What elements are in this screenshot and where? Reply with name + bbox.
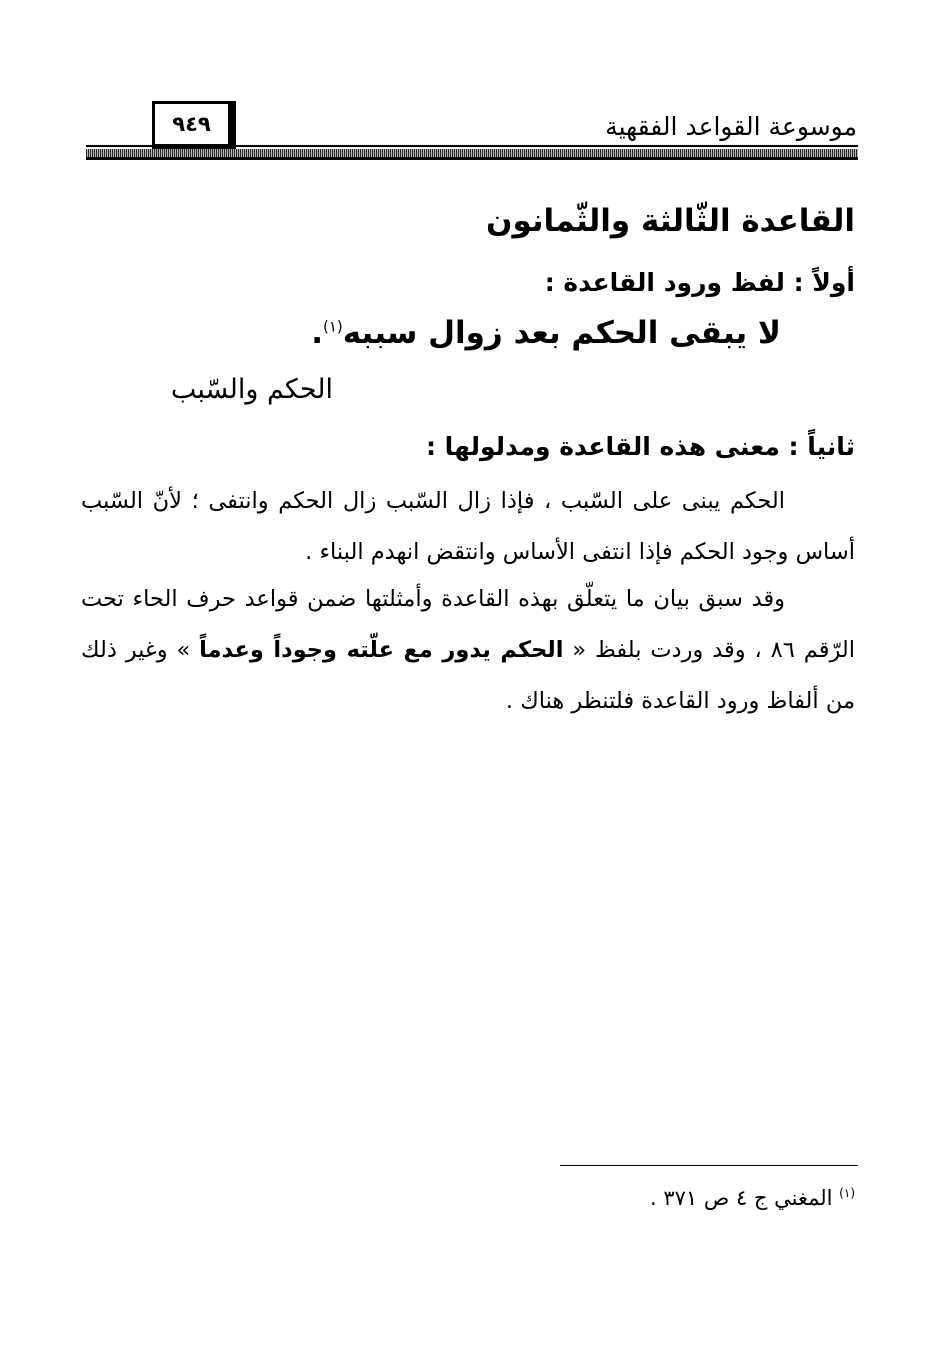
footnote-mark: (١) [839,1186,855,1200]
header-rule-band [86,149,858,157]
header-rule-thick [86,157,858,160]
rule-statement [311,315,781,351]
section-heading-meaning: ثانياً : معنى هذه القاعدة ومدلولها : [425,432,855,461]
paragraph-reference [81,574,855,727]
rule-title: القاعدة الثّالثة والثّمانون [486,203,855,239]
book-title: موسوعة القواعد الفقهية [605,112,857,141]
paragraph-2-end: » وغير ذلك من ألفاظ ورود القاعدة فلتنظر هناك . [81,637,855,714]
rule-statement-end: . [311,315,323,351]
paragraph-meaning [81,476,855,578]
footnote-text: المغني ج ٤ ص ٣٧١ . [649,1186,833,1210]
paragraph-2-bold-rule: الحكم يدور مع علّته وجوداً وعدماً [199,637,564,663]
keywords: الحكم والسّبب [170,374,333,405]
paragraph-1-text: الحكم يبنى على السّبب ، فإذا زال السّبب زال الحكم وانتفى ؛ لأنّ السّبب أساس وجود الحكم فإذا انتفى الأساس وانتقض انهدم البناء . [81,488,855,565]
paragraph-2-start: وقد سبق بيان ما يتعلّق بهذه القاعدة وأمثلتها ضمن قواعد حرف الحاء تحت الرّقم ٨٦ ، وقد وردت بلفظ « [81,586,855,663]
footnote [650,1186,855,1210]
footnote-separator [560,1165,858,1166]
footnote-reference[interactable]: (١) [322,317,343,336]
rule-statement-text: لا يبقى الحكم بعد زوال سببه [342,315,781,351]
section-heading-wording: أولاً : لفظ ورود القاعدة : [544,268,855,297]
page-number: ٩٤٩ [152,101,236,149]
